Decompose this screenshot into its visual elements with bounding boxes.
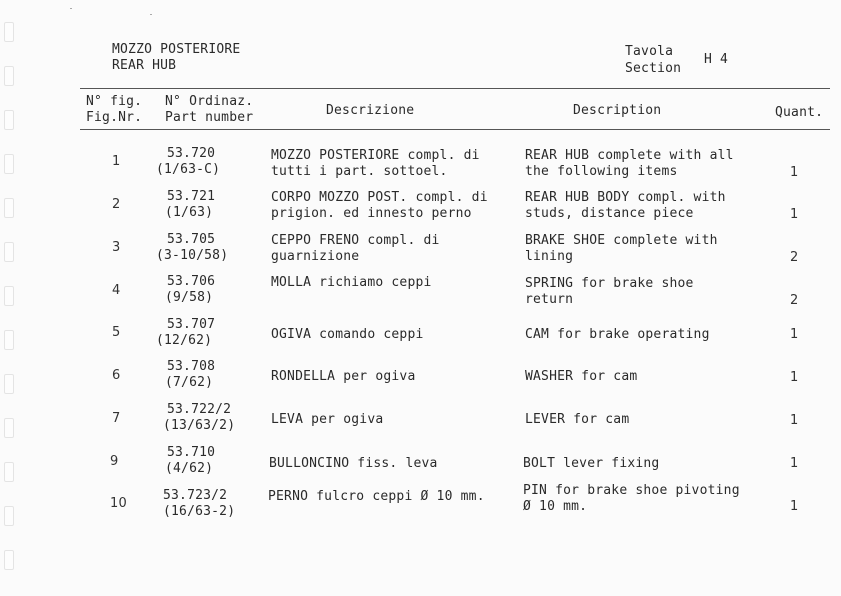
col-part-it: N° Ordinaz. bbox=[165, 94, 254, 109]
part-ref: (16/63-2) bbox=[163, 504, 236, 519]
part-number: 53.706 bbox=[167, 274, 216, 289]
desc-it-line1: CEPPO FRENO compl. di bbox=[271, 233, 440, 248]
binder-hole bbox=[4, 418, 14, 438]
desc-en-line1: BOLT lever fixing bbox=[523, 456, 660, 471]
part-ref: (13/63/2) bbox=[163, 418, 236, 433]
part-ref: (4/62) bbox=[165, 461, 214, 476]
part-ref: (1/63) bbox=[165, 205, 214, 220]
binder-hole bbox=[4, 22, 14, 42]
fig-number: 7 bbox=[112, 411, 121, 426]
scan-speck bbox=[70, 8, 72, 9]
desc-it-line1: PERNO fulcro ceppi Ø 10 mm. bbox=[268, 489, 485, 504]
desc-it-line1: OGIVA comando ceppi bbox=[271, 327, 424, 342]
desc-en-line1: BRAKE SHOE complete with bbox=[525, 233, 718, 248]
tavola-label: Tavola bbox=[625, 44, 674, 59]
part-number: 53.707 bbox=[167, 317, 216, 332]
desc-it-line1: LEVA per ogiva bbox=[271, 412, 384, 427]
fig-number: 1 bbox=[112, 154, 121, 169]
section-code: H 4 bbox=[704, 52, 729, 67]
binder-hole bbox=[4, 374, 14, 394]
desc-en-line1: REAR HUB complete with all bbox=[525, 148, 734, 163]
quantity: 1 bbox=[790, 207, 799, 222]
desc-it-line1: BULLONCINO fiss. leva bbox=[269, 456, 438, 471]
quantity: 1 bbox=[790, 499, 799, 514]
part-ref: (12/62) bbox=[156, 333, 213, 348]
col-desc-en: Description bbox=[573, 103, 662, 118]
binder-hole bbox=[4, 462, 14, 482]
desc-it-line1: CORPO MOZZO POST. compl. di bbox=[271, 190, 488, 205]
col-fig-en: Fig.Nr. bbox=[86, 110, 143, 125]
part-number: 53.721 bbox=[167, 189, 216, 204]
fig-number: 2 bbox=[112, 197, 121, 212]
part-ref: (1/63-C) bbox=[156, 162, 221, 177]
desc-en-line1: REAR HUB BODY compl. with bbox=[525, 190, 726, 205]
part-ref: (3-10/58) bbox=[156, 248, 229, 263]
quantity: 1 bbox=[790, 413, 799, 428]
binder-hole bbox=[4, 154, 14, 174]
desc-en-line1: CAM for brake operating bbox=[525, 327, 710, 342]
title-english: REAR HUB bbox=[112, 58, 177, 73]
part-ref: (9/58) bbox=[165, 290, 214, 305]
fig-number: 5 bbox=[112, 325, 121, 340]
part-number: 53.710 bbox=[167, 445, 216, 460]
fig-number: 9 bbox=[110, 454, 119, 469]
desc-en-line1: PIN for brake shoe pivoting bbox=[523, 483, 740, 498]
col-quant: Quant. bbox=[775, 105, 824, 120]
table-top-rule bbox=[80, 88, 830, 89]
binder-hole bbox=[4, 110, 14, 130]
desc-en-line2: studs, distance piece bbox=[525, 206, 694, 221]
quantity: 1 bbox=[790, 456, 799, 471]
part-ref: (7/62) bbox=[165, 375, 214, 390]
binder-hole bbox=[4, 66, 14, 86]
part-number: 53.705 bbox=[167, 232, 216, 247]
binder-hole bbox=[4, 198, 14, 218]
fig-number: 3 bbox=[112, 240, 121, 255]
binder-hole bbox=[4, 550, 14, 570]
binder-hole bbox=[4, 506, 14, 526]
col-desc-it: Descrizione bbox=[326, 103, 415, 118]
desc-en-line1: SPRING for brake shoe bbox=[525, 276, 694, 291]
desc-en-line1: WASHER for cam bbox=[525, 369, 638, 384]
desc-it-line2: guarnizione bbox=[271, 249, 360, 264]
part-number: 53.708 bbox=[167, 359, 216, 374]
binder-hole bbox=[4, 286, 14, 306]
desc-en-line2: the following items bbox=[525, 164, 678, 179]
fig-number: 6 bbox=[112, 368, 121, 383]
quantity: 2 bbox=[790, 293, 799, 308]
table-header-rule bbox=[80, 129, 830, 130]
col-part-en: Part number bbox=[165, 110, 254, 125]
desc-it-line2: prigion. ed innesto perno bbox=[271, 206, 472, 221]
desc-en-line2: Ø 10 mm. bbox=[523, 499, 588, 514]
part-number: 53.722/2 bbox=[167, 402, 232, 417]
fig-number: 10 bbox=[110, 496, 127, 511]
quantity: 1 bbox=[790, 165, 799, 180]
desc-it-line2: tutti i part. sottoel. bbox=[271, 164, 448, 179]
desc-it-line1: MOZZO POSTERIORE compl. di bbox=[271, 148, 480, 163]
quantity: 1 bbox=[790, 327, 799, 342]
col-fig-it: N° fig. bbox=[86, 94, 143, 109]
desc-it-line1: RONDELLA per ogiva bbox=[271, 369, 416, 384]
section-label: Section bbox=[625, 61, 682, 76]
part-number: 53.723/2 bbox=[163, 488, 228, 503]
title-italian: MOZZO POSTERIORE bbox=[112, 42, 241, 57]
quantity: 1 bbox=[790, 370, 799, 385]
binder-hole bbox=[4, 330, 14, 350]
desc-it-line1: MOLLA richiamo ceppi bbox=[271, 275, 432, 290]
part-number: 53.720 bbox=[167, 146, 216, 161]
desc-en-line2: lining bbox=[525, 249, 574, 264]
scan-speck bbox=[150, 14, 152, 15]
quantity: 2 bbox=[790, 250, 799, 265]
desc-en-line2: return bbox=[525, 292, 574, 307]
desc-en-line1: LEVER for cam bbox=[525, 412, 630, 427]
binder-hole bbox=[4, 242, 14, 262]
fig-number: 4 bbox=[112, 283, 121, 298]
